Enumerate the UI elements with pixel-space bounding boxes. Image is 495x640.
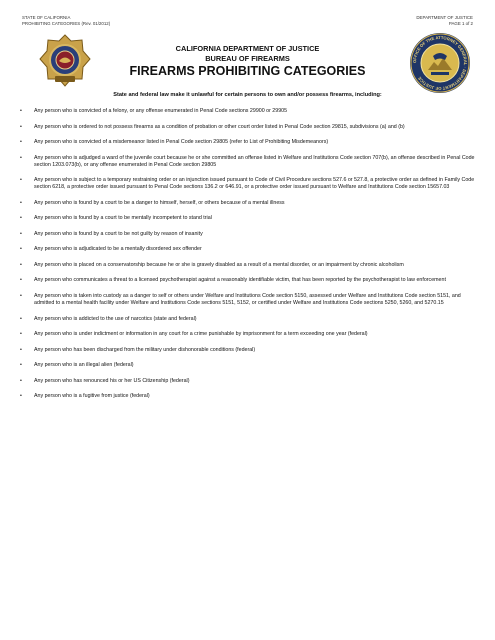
list-item [20, 277, 478, 284]
bullet-icon: • [20, 331, 22, 338]
bullet-icon: • [20, 215, 22, 222]
list-item-text: Any person who is an illegal alien (federal) [34, 362, 134, 369]
bullet-icon: • [20, 199, 22, 206]
list-item-text: Any person who is convicted of a misdemeanor listed in Penal Code section 29805 (refer to List of Prohibiting Misdemeanors) [34, 139, 329, 145]
document-title: FIREARMS PROHIBITING CATEGORIES [129, 64, 366, 78]
list-item [20, 262, 478, 269]
list-item-text: Any person who has been discharged from the military under dishonorable conditions (federal) [34, 346, 256, 353]
list-item-text: Any person who is taken into custody as a danger to self or others under Welfare and Institutions Code section 5150, assessed under Welfare and Institutions Code section 5151, and admitted to a mental health facility under Welfare and Institutions Code sections 5151, 5152, or certified under Welfare and Institutions Code sections 5250, 5260, and 5270.15 [34, 292, 461, 307]
intro-statement: State and federal law make it unlawful for certain persons to own and/or possess firearms, including: [113, 92, 382, 98]
bullet-icon: • [20, 108, 22, 114]
list-item [20, 362, 478, 369]
agency-title: CALIFORNIA DEPARTMENT OF JUSTICE [175, 44, 320, 53]
list-item [20, 124, 478, 131]
list-item-text: Any person who has renounced his or her US Citizenship (federal) [34, 377, 190, 384]
list-item [20, 231, 478, 238]
list-item-text: Any person who is convicted of a felony, or any offense enumerated in Penal Code sections 29900 or 29905 [34, 108, 288, 114]
bullet-icon: • [20, 261, 22, 268]
list-item [20, 246, 478, 253]
bullet-icon: • [20, 246, 22, 253]
header-left [22, 15, 110, 27]
seal-ring-text: OFFICE OF THE ATTORNEY GENERAL · DEPARTMENT OF JUSTICE [411, 34, 469, 92]
list-item-text: Any person who is addicted to the use of narcotics (state and federal) [34, 315, 197, 322]
bullet-icon: • [20, 292, 22, 299]
bullet-icon: • [20, 123, 22, 130]
bullet-icon: • [20, 177, 22, 184]
list-item [20, 316, 478, 323]
header-right [416, 15, 473, 27]
bullet-icon: • [20, 362, 22, 369]
title-block [0, 44, 495, 79]
list-item [20, 293, 478, 307]
bullet-icon: • [20, 315, 22, 322]
list-item-text: Any person who is a fugitive from justice (federal) [34, 393, 150, 400]
bullet-icon: • [20, 346, 22, 353]
list-item-text: Any person who is adjudged a ward of the juvenile court because he or she committed an offense listed in Welfare and Institutions Code section 707(b), an offense described in Penal Code section 1203.073(b), or any offense enumerated in Penal Code section 29805 [34, 154, 475, 168]
header-page-number: PAGE 1 of 2 [448, 21, 473, 26]
list-item [20, 177, 478, 191]
bullet-icon: • [20, 139, 22, 145]
list-item [20, 108, 478, 115]
header-department: DEPARTMENT OF JUSTICE [416, 15, 473, 20]
list-item-text: Any person who is placed on a conservatorship because he or she is gravely disabled as a result of a mental disorder, or an impairment by chronic alcoholism [34, 261, 404, 268]
bullet-icon: • [20, 377, 22, 384]
bureau-title: BUREAU OF FIREARMS [205, 54, 290, 63]
bullet-icon: • [20, 154, 22, 161]
list-item-text: Any person who is subject to a temporary restraining order or an injunction issued pursuant to Code of Civil Procedure sections 527.6 or 527.8, a protective order as defined in Family Code section 6218, a protective order issued pursuant to Penal Code sections 136.2 or 646.91, or a protective order issued pursuant to Welfare and Institutions Code section 15657.03 [34, 177, 475, 191]
bullet-icon: • [20, 277, 22, 284]
list-item [20, 139, 478, 146]
bullet-icon: • [20, 393, 22, 400]
bullet-icon: • [20, 230, 22, 237]
list-item [20, 215, 478, 222]
list-item-text: Any person who is found by a court to be a danger to himself, herself, or others because of a mental illness [34, 199, 285, 206]
prohibiting-categories-list [20, 108, 478, 409]
header-state: STATE OF CALIFORNIA [22, 15, 71, 20]
header-form-rev: PROHIBITING CATEGORIES (Rev. 01/2012) [22, 21, 111, 26]
list-item [20, 393, 478, 400]
list-item [20, 378, 478, 385]
list-item-text: Any person who is adjudicated to be a mentally disordered sex offender [34, 246, 202, 253]
list-item [20, 155, 478, 169]
list-item [20, 347, 478, 354]
list-item [20, 331, 478, 338]
list-item-text: Any person who is found by a court to be mentally incompetent to stand trial [34, 215, 212, 222]
list-item-text: Any person who is under indictment or information in any court for a crime punishable by imprisonment for a term exceeding one year (federal) [34, 331, 368, 338]
list-item-text: Any person who is ordered to not possess firearms as a condition of probation or other court order listed in Penal Code section 29815, subdivisions (a) and (b) [34, 123, 405, 130]
list-item-text: Any person who is found by a court to be not guilty by reason of insanity [34, 230, 203, 237]
list-item-text: Any person who communicates a threat to a licensed psychotherapist against a reasonably identifiable victim, that has been reported by the psychotherapist to law enforcement [34, 277, 446, 284]
list-item [20, 200, 478, 207]
